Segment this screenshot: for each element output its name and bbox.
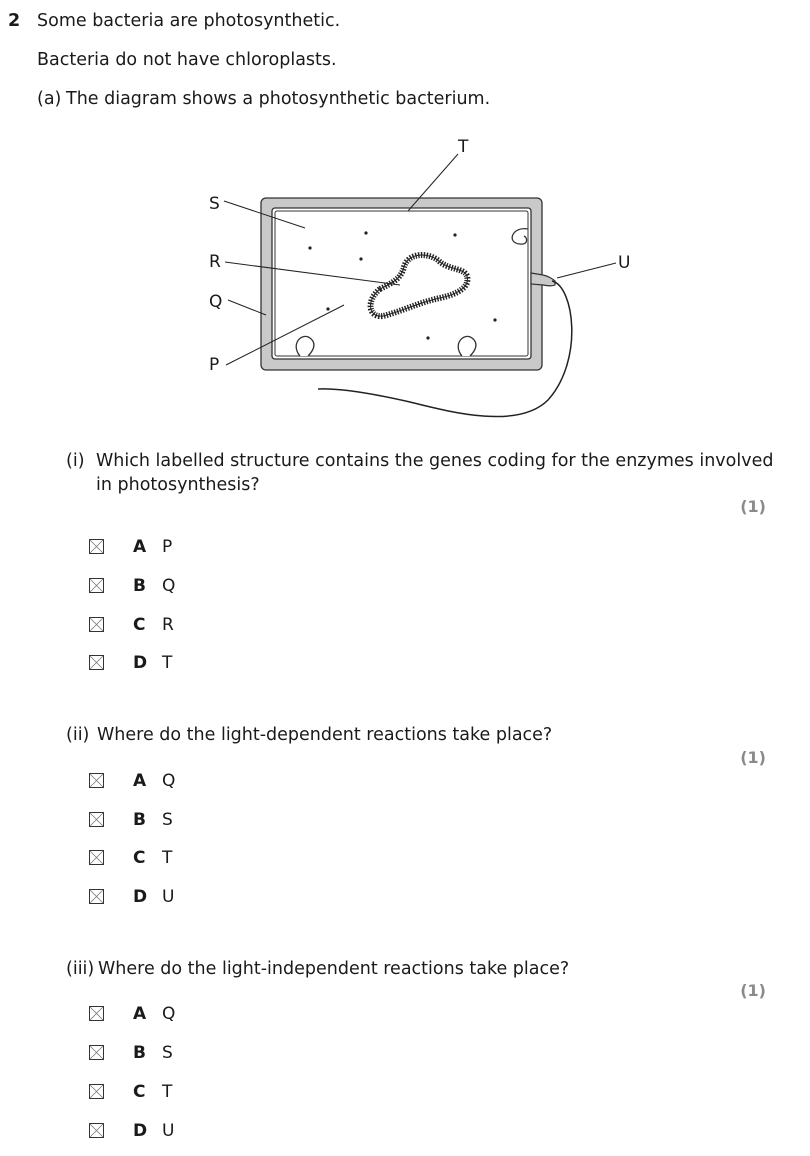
checkbox-icon[interactable] <box>89 617 104 632</box>
option-value: R <box>162 615 174 635</box>
option-letter: A <box>133 771 147 791</box>
option-letter: D <box>133 653 148 673</box>
subq-iii-text-line1: Where do the light-independent reactions take place? <box>98 959 570 979</box>
label-r: R <box>209 252 221 272</box>
subq-i-label: (i) <box>66 451 85 471</box>
checkbox-icon[interactable] <box>89 539 104 554</box>
checkbox-icon[interactable] <box>89 1084 104 1099</box>
option-value: T <box>162 1082 173 1102</box>
checkbox-icon[interactable] <box>89 850 104 865</box>
part-a-label: (a) <box>37 89 62 109</box>
option-value: T <box>162 848 173 868</box>
subq-i-text-line1: Which labelled structure contains the genes coding for the enzymes involved <box>96 451 774 471</box>
subq-ii-marks: (1) <box>740 748 766 767</box>
checkbox-icon[interactable] <box>89 1045 104 1060</box>
option-value: T <box>162 653 173 673</box>
option-letter: B <box>133 1043 146 1063</box>
bacterium-diagram <box>0 0 810 440</box>
intro-line-1: Some bacteria are photosynthetic. <box>37 11 341 31</box>
question-number: 2 <box>8 11 21 31</box>
option-letter: C <box>133 615 146 635</box>
option-value: U <box>162 1121 175 1141</box>
label-u: U <box>618 253 631 273</box>
label-t: T <box>458 137 469 157</box>
label-p: P <box>209 355 220 375</box>
checkbox-icon[interactable] <box>89 812 104 827</box>
option-letter: A <box>133 537 147 557</box>
option-letter: B <box>133 810 146 830</box>
flagellum-base <box>531 273 555 286</box>
option-value: S <box>162 1043 173 1063</box>
option-value: Q <box>162 1004 176 1024</box>
checkbox-icon[interactable] <box>89 1006 104 1021</box>
part-a-text: The diagram shows a photosynthetic bacterium. <box>66 89 491 109</box>
option-letter: A <box>133 1004 147 1024</box>
subq-i-text-line2: in photosynthesis? <box>96 475 260 495</box>
membrane-infold-left <box>296 336 314 356</box>
label-q: Q <box>209 292 223 312</box>
option-letter: D <box>133 887 148 907</box>
checkbox-icon[interactable] <box>89 655 104 670</box>
checkbox-icon[interactable] <box>89 578 104 593</box>
subq-ii-label: (ii) <box>66 725 90 745</box>
checkbox-icon[interactable] <box>89 1123 104 1138</box>
cytoplasm <box>272 208 531 359</box>
option-letter: D <box>133 1121 148 1141</box>
subq-ii-text-line1: Where do the light-dependent reactions take place? <box>97 725 553 745</box>
option-value: Q <box>162 576 176 596</box>
option-value: Q <box>162 771 176 791</box>
subq-iii-label: (iii) <box>66 959 95 979</box>
intro-line-2: Bacteria do not have chloroplasts. <box>37 50 337 70</box>
option-value: U <box>162 887 175 907</box>
checkbox-icon[interactable] <box>89 773 104 788</box>
subq-i-marks: (1) <box>740 497 766 516</box>
option-value: P <box>162 537 173 557</box>
membrane-infold-bottom <box>458 336 476 356</box>
checkbox-icon[interactable] <box>89 889 104 904</box>
subq-iii-marks: (1) <box>740 981 766 1000</box>
label-s: S <box>209 194 220 214</box>
option-letter: C <box>133 848 146 868</box>
option-letter: B <box>133 576 146 596</box>
option-value: S <box>162 810 173 830</box>
option-letter: C <box>133 1082 146 1102</box>
